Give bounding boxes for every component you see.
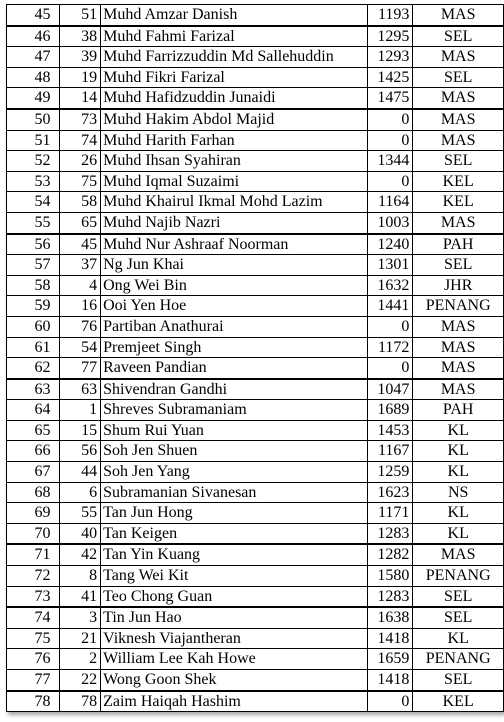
rank-cell: 52 <box>7 151 60 172</box>
state-cell: MAS <box>413 5 504 26</box>
state-cell: SEL <box>413 151 504 172</box>
rank-cell: 75 <box>7 628 60 649</box>
table-row <box>7 275 504 296</box>
seed-number-cell: 77 <box>59 358 101 379</box>
rank-cell: 68 <box>7 482 60 503</box>
player-name-cell: Shreves Subramaniam <box>101 400 367 421</box>
rating-cell: 1171 <box>367 503 413 524</box>
seed-number-cell: 14 <box>59 88 101 109</box>
table-row <box>7 192 504 213</box>
rating-cell: 1293 <box>367 47 413 68</box>
state-cell: KL <box>413 441 504 462</box>
seed-number-cell: 58 <box>59 192 101 213</box>
rank-cell: 70 <box>7 523 60 544</box>
state-cell: KEL <box>413 192 504 213</box>
table-row <box>7 586 504 607</box>
state-cell: JHR <box>413 275 504 296</box>
rating-cell: 0 <box>367 691 413 712</box>
seed-number-cell: 45 <box>59 234 101 255</box>
rating-cell: 0 <box>367 171 413 192</box>
rating-cell: 1638 <box>367 607 413 628</box>
player-name-cell: Teo Chong Guan <box>101 586 367 607</box>
seed-number-cell: 37 <box>59 255 101 276</box>
rating-cell: 1475 <box>367 88 413 109</box>
rating-cell: 1632 <box>367 275 413 296</box>
seed-number-cell: 2 <box>59 649 101 670</box>
state-cell: KL <box>413 420 504 441</box>
table-row <box>7 171 504 192</box>
player-name-cell: Tan Keigen <box>101 523 367 544</box>
rating-cell: 1240 <box>367 234 413 255</box>
table-row <box>7 420 504 441</box>
table-row <box>7 628 504 649</box>
player-name-cell: Muhd Iqmal Suzaimi <box>101 171 367 192</box>
rating-cell: 1580 <box>367 566 413 587</box>
player-name-cell: Tin Jun Hao <box>101 607 367 628</box>
player-name-cell: Partiban Anathurai <box>101 316 367 337</box>
seed-number-cell: 1 <box>59 400 101 421</box>
player-name-cell: Ooi Yen Hoe <box>101 296 367 317</box>
seed-number-cell: 75 <box>59 171 101 192</box>
rank-cell: 71 <box>7 544 60 565</box>
table-row <box>7 670 504 691</box>
rating-cell: 1259 <box>367 462 413 483</box>
player-name-cell: Viknesh Viajantheran <box>101 628 367 649</box>
state-cell: NS <box>413 482 504 503</box>
rank-cell: 56 <box>7 234 60 255</box>
rank-cell: 65 <box>7 420 60 441</box>
player-name-cell: Muhd Hafidzuddin Junaidi <box>101 88 367 109</box>
state-cell: SEL <box>413 670 504 691</box>
rank-cell: 76 <box>7 649 60 670</box>
player-name-cell: Muhd Hakim Abdol Majid <box>101 109 367 130</box>
rating-cell: 1418 <box>367 628 413 649</box>
rank-cell: 57 <box>7 255 60 276</box>
table-row <box>7 691 504 712</box>
table-row <box>7 296 504 317</box>
table-row <box>7 67 504 88</box>
rank-cell: 46 <box>7 26 60 47</box>
state-cell: MAS <box>413 358 504 379</box>
table-row <box>7 607 504 628</box>
rating-cell: 0 <box>367 109 413 130</box>
seed-number-cell: 74 <box>59 130 101 151</box>
rank-cell: 60 <box>7 316 60 337</box>
rating-cell: 0 <box>367 130 413 151</box>
rank-cell: 66 <box>7 441 60 462</box>
rank-cell: 77 <box>7 670 60 691</box>
state-cell: MAS <box>413 212 504 233</box>
rank-cell: 63 <box>7 379 60 400</box>
seed-number-cell: 65 <box>59 212 101 233</box>
table-row <box>7 88 504 109</box>
rating-cell: 1425 <box>367 67 413 88</box>
table-row <box>7 337 504 358</box>
player-name-cell: Soh Jen Yang <box>101 462 367 483</box>
seed-number-cell: 15 <box>59 420 101 441</box>
player-name-cell: Muhd Nur Ashraaf Noorman <box>101 234 367 255</box>
state-cell: KL <box>413 462 504 483</box>
seed-number-cell: 63 <box>59 379 101 400</box>
player-name-cell: Muhd Harith Farhan <box>101 130 367 151</box>
rating-cell: 1164 <box>367 192 413 213</box>
rating-cell: 1167 <box>367 441 413 462</box>
player-name-cell: Shum Rui Yuan <box>101 420 367 441</box>
table-row <box>7 212 504 233</box>
rating-cell: 1418 <box>367 670 413 691</box>
state-cell: MAS <box>413 544 504 565</box>
seed-number-cell: 3 <box>59 607 101 628</box>
rank-cell: 69 <box>7 503 60 524</box>
table-row <box>7 523 504 544</box>
seed-number-cell: 44 <box>59 462 101 483</box>
seed-number-cell: 56 <box>59 441 101 462</box>
rank-cell: 62 <box>7 358 60 379</box>
seed-number-cell: 51 <box>59 5 101 26</box>
player-name-cell: Zaim Haiqah Hashim <box>101 691 367 712</box>
table-row <box>7 151 504 172</box>
table-row <box>7 566 504 587</box>
rating-cell: 1344 <box>367 151 413 172</box>
state-cell: MAS <box>413 316 504 337</box>
rank-cell: 74 <box>7 607 60 628</box>
state-cell: KEL <box>413 171 504 192</box>
player-name-cell: Muhd Najib Nazri <box>101 212 367 233</box>
seed-number-cell: 40 <box>59 523 101 544</box>
rating-cell: 1689 <box>367 400 413 421</box>
player-name-cell: Muhd Farrizzuddin Md Sallehuddin <box>101 47 367 68</box>
seed-number-cell: 39 <box>59 47 101 68</box>
rank-cell: 73 <box>7 586 60 607</box>
seed-number-cell: 19 <box>59 67 101 88</box>
state-cell: KL <box>413 503 504 524</box>
player-name-cell: Raveen Pandian <box>101 358 367 379</box>
rating-cell: 1295 <box>367 26 413 47</box>
rank-cell: 49 <box>7 88 60 109</box>
rating-cell: 1623 <box>367 482 413 503</box>
player-name-cell: Soh Jen Shuen <box>101 441 367 462</box>
rank-cell: 61 <box>7 337 60 358</box>
state-cell: PENANG <box>413 649 504 670</box>
rating-cell: 1047 <box>367 379 413 400</box>
table-row <box>7 462 504 483</box>
rating-cell: 1283 <box>367 586 413 607</box>
seed-number-cell: 38 <box>59 26 101 47</box>
rank-cell: 64 <box>7 400 60 421</box>
rank-cell: 78 <box>7 691 60 712</box>
seed-number-cell: 22 <box>59 670 101 691</box>
player-name-cell: Wong Goon Shek <box>101 670 367 691</box>
rank-cell: 50 <box>7 109 60 130</box>
seed-number-cell: 73 <box>59 109 101 130</box>
table-row <box>7 47 504 68</box>
seed-number-cell: 42 <box>59 544 101 565</box>
state-cell: KL <box>413 628 504 649</box>
player-name-cell: Ng Jun Khai <box>101 255 367 276</box>
state-cell: PAH <box>413 400 504 421</box>
player-name-cell: Tang Wei Kit <box>101 566 367 587</box>
state-cell: SEL <box>413 67 504 88</box>
rating-cell: 1283 <box>367 523 413 544</box>
table-row <box>7 5 504 26</box>
player-list-table <box>6 4 504 712</box>
seed-number-cell: 4 <box>59 275 101 296</box>
player-name-cell: William Lee Kah Howe <box>101 649 367 670</box>
table-row <box>7 482 504 503</box>
state-cell: MAS <box>413 130 504 151</box>
player-name-cell: Tan Jun Hong <box>101 503 367 524</box>
table-row <box>7 544 504 565</box>
state-cell: MAS <box>413 337 504 358</box>
rating-cell: 1301 <box>367 255 413 276</box>
rating-cell: 1659 <box>367 649 413 670</box>
rank-cell: 54 <box>7 192 60 213</box>
rank-cell: 72 <box>7 566 60 587</box>
seed-number-cell: 55 <box>59 503 101 524</box>
player-name-cell: Muhd Fikri Farizal <box>101 67 367 88</box>
player-name-cell: Shivendran Gandhi <box>101 379 367 400</box>
rating-cell: 1282 <box>367 544 413 565</box>
player-list-body <box>7 5 504 712</box>
table-row <box>7 130 504 151</box>
rank-cell: 45 <box>7 5 60 26</box>
state-cell: MAS <box>413 379 504 400</box>
state-cell: MAS <box>413 88 504 109</box>
player-name-cell: Muhd Khairul Ikmal Mohd Lazim <box>101 192 367 213</box>
seed-number-cell: 54 <box>59 337 101 358</box>
seed-number-cell: 8 <box>59 566 101 587</box>
table-row <box>7 649 504 670</box>
state-cell: PAH <box>413 234 504 255</box>
rating-cell: 1003 <box>367 212 413 233</box>
table-row <box>7 441 504 462</box>
table-row <box>7 379 504 400</box>
table-row <box>7 358 504 379</box>
rank-cell: 55 <box>7 212 60 233</box>
table-row <box>7 400 504 421</box>
state-cell: PENANG <box>413 296 504 317</box>
player-name-cell: Ong Wei Bin <box>101 275 367 296</box>
player-name-cell: Muhd Amzar Danish <box>101 5 367 26</box>
player-name-cell: Tan Yin Kuang <box>101 544 367 565</box>
seed-number-cell: 21 <box>59 628 101 649</box>
state-cell: SEL <box>413 586 504 607</box>
table-row <box>7 234 504 255</box>
player-name-cell: Muhd Ihsan Syahiran <box>101 151 367 172</box>
state-cell: KEL <box>413 691 504 712</box>
table-row <box>7 255 504 276</box>
seed-number-cell: 78 <box>59 691 101 712</box>
state-cell: SEL <box>413 255 504 276</box>
state-cell: KL <box>413 523 504 544</box>
player-name-cell: Muhd Fahmi Farizal <box>101 26 367 47</box>
seed-number-cell: 76 <box>59 316 101 337</box>
rank-cell: 58 <box>7 275 60 296</box>
state-cell: SEL <box>413 607 504 628</box>
state-cell: SEL <box>413 26 504 47</box>
player-name-cell: Subramanian Sivanesan <box>101 482 367 503</box>
state-cell: MAS <box>413 47 504 68</box>
table-row <box>7 503 504 524</box>
table-row <box>7 109 504 130</box>
state-cell: PENANG <box>413 566 504 587</box>
seed-number-cell: 41 <box>59 586 101 607</box>
rank-cell: 59 <box>7 296 60 317</box>
seed-number-cell: 16 <box>59 296 101 317</box>
player-name-cell: Premjeet Singh <box>101 337 367 358</box>
rank-cell: 47 <box>7 47 60 68</box>
table-row <box>7 316 504 337</box>
seed-number-cell: 6 <box>59 482 101 503</box>
rank-cell: 53 <box>7 171 60 192</box>
seed-number-cell: 26 <box>59 151 101 172</box>
rank-cell: 67 <box>7 462 60 483</box>
rank-cell: 51 <box>7 130 60 151</box>
state-cell: MAS <box>413 109 504 130</box>
rating-cell: 1193 <box>367 5 413 26</box>
rating-cell: 1453 <box>367 420 413 441</box>
rating-cell: 1172 <box>367 337 413 358</box>
table-row <box>7 26 504 47</box>
rating-cell: 0 <box>367 316 413 337</box>
rating-cell: 0 <box>367 358 413 379</box>
rank-cell: 48 <box>7 67 60 88</box>
rating-cell: 1441 <box>367 296 413 317</box>
